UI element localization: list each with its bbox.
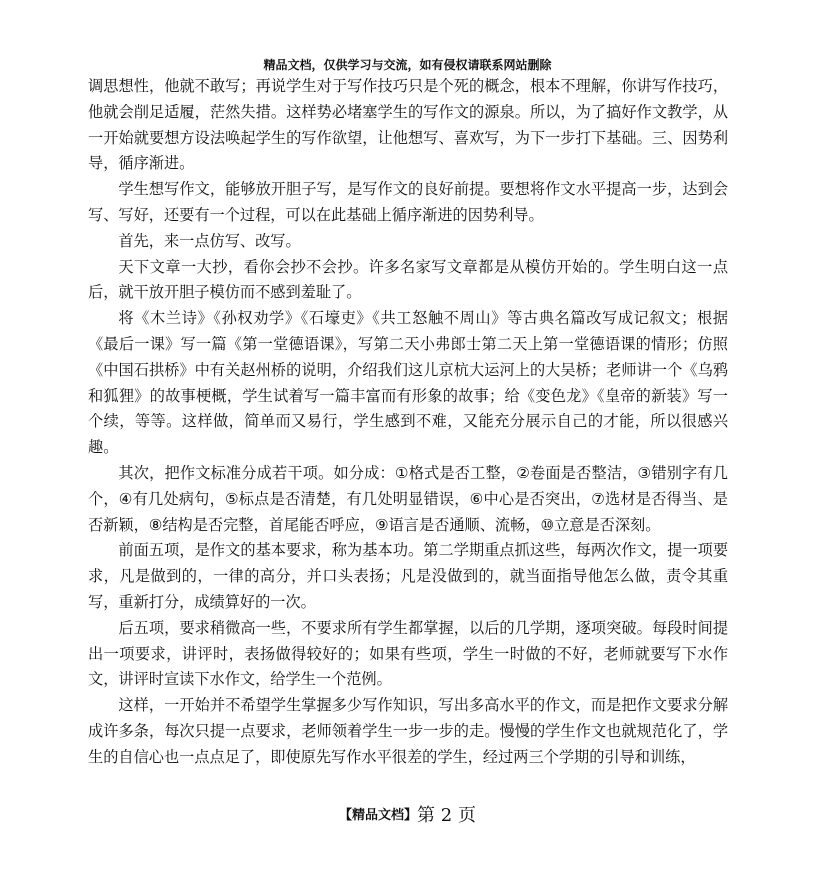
paragraph: 学生想写作文，能够放开胆子写，是写作文的良好前提。要想将作文水平提高一步，达到会写、写好，还要有一个过程，可以在此基础上循序渐进的因势利导。 — [88, 180, 728, 224]
document-body — [88, 74, 728, 771]
paragraph: 其次，把作文标准分成若干项。如分成：①格式是否工整，②卷面是否整洁，③错别字有几个，④有几处病句，⑤标点是否清楚，有几处明显错误，⑥中心是否突出，⑦选材是否得当、是否新颖，⑧结构是否完整，首尾能否呼应，⑨语言是否通顺、流畅，⑩立意是否深刻。 — [88, 463, 728, 534]
paragraph-continued: 调思想性，他就不敢写；再说学生对于写作技巧只是个死的概念，根本不理解，你讲写作技巧，他就会削足适履，茫然失措。这样势必堵塞学生的写作文的源泉。所以，为了搞好作文教学，从一开始就要想方设法唤起学生的写作欲望，让他想写、喜欢写，为下一步打下基础。三、因势利导，循序渐进。 — [88, 77, 728, 173]
page-header-notice: 精品文档，仅供学习与交流，如有侵权请联系网站删除 — [263, 58, 552, 72]
paragraph: 前面五项，是作文的基本要求，称为基本功。第二学期重点抓这些，每两次作文，提一项要求，凡是做到的，一律的高分，并口头表扬；凡是没做到的，就当面指导他怎么做，责令其重写，重新打分，成绩算好的一次。 — [88, 541, 728, 611]
page-footer — [0, 801, 815, 827]
paragraph: 后五项，要求稍微高一些，不要求所有学生都掌握，以后的几学期，逐项突破。每段时间提出一项要求，讲评时，表扬做得较好的；如果有些项，学生一时做的不好，老师就要写下水作文，讲评时宣读下水作文，给学生一个范例。 — [88, 618, 728, 689]
paragraph: 天下文章一大抄，看你会抄不会抄。许多名家写文章都是从模仿开始的。学生明白这一点后，就干放开胆子模仿而不感到羞耻了。 — [88, 257, 728, 302]
page-number: 第 2 页 — [417, 805, 476, 826]
footer-tag: 【精品文档】 — [339, 808, 418, 823]
paragraph: 将《木兰诗》《孙权劝学》《石壕吏》《共工怒触不周山》等古典名篇改写成记叙文；根据《最后一课》写一篇《第一堂德语课》，写第二天小弗郎士第二天上第一堂德语课的情形；仿照《中国石拱桥》中有关赵州桥的说明，介绍我们这儿京杭大运河上的大吴桥；老师讲一个《乌鸦和狐狸》的故事梗概，学生试着写一篇丰富而有形象的故事；给《变色龙》《皇帝的新装》写一个续，等等。这样做，简单而又易行，学生感到不难，又能充分展示自己的才能，所以很感兴趣。 — [88, 309, 728, 457]
paragraph: 首先，来一点仿写、改写。 — [118, 231, 301, 250]
paragraph: 这样，一开始并不希望学生掌握多少写作知识，写出多高水平的作文，而是把作文要求分解成许多条，每次只提一点要求，老师领着学生一步一步的走。慢慢的学生作文也就规范化了，学生的自信心也一点点足了，即使原先写作水平很差的学生，经过两三个学期的引导和训练， — [88, 696, 728, 766]
